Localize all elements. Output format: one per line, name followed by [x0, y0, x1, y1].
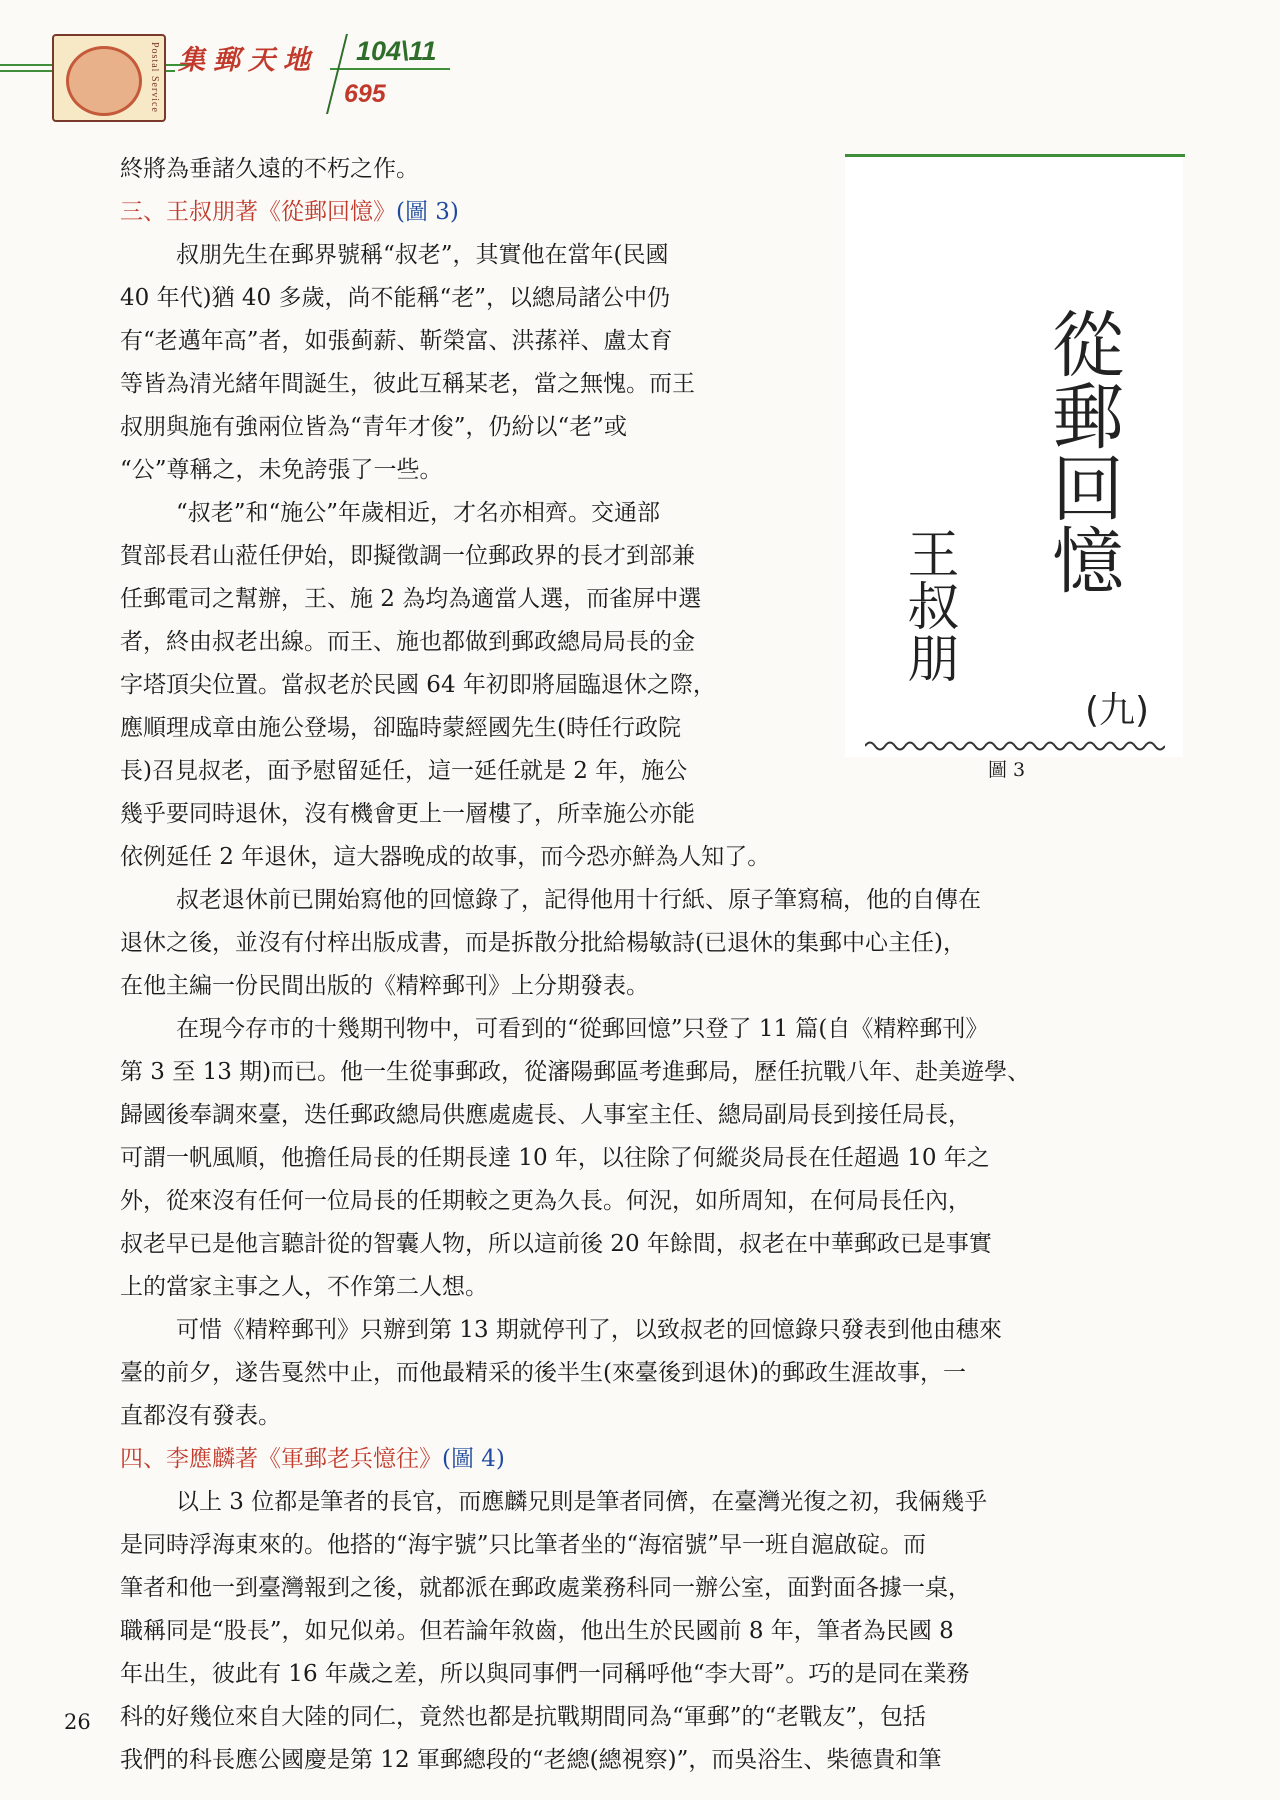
logo-text: Postal Service: [149, 42, 160, 113]
text-line: 在他主編一份民間出版的《精粹郵刊》上分期發表。: [120, 973, 649, 999]
text-line: 終將為垂諸久遠的不朽之作。: [120, 156, 419, 182]
text-line: 我們的科長應公國慶是第 12 軍郵總段的“老總(總視察)”，而吳浴生、柴德貴和筆: [120, 1747, 942, 1773]
text-line: 歸國後奉調來臺，迭任郵政總局供應處處長、人事室主任、總局副局長到接任局長，: [120, 1102, 971, 1128]
text-line: 賀部長君山蒞任伊始，即擬徵調一位郵政界的長才到部兼: [120, 543, 695, 569]
text-line: 者，終由叔老出線。而王、施也都做到郵政總局局長的金: [120, 629, 695, 655]
manuscript-image: [845, 157, 1183, 757]
text-line: 是同時浮海東來的。他搭的“海宇號”只比筆者坐的“海宿號”早一班自滬啟碇。而: [120, 1532, 927, 1558]
calligraphy-author: 王叔朋: [898, 527, 958, 683]
text-line: 退休之後，並沒有付梓出版成書，而是拆散分批給楊敏詩(已退休的集郵中心主任)，: [120, 930, 966, 956]
text-line: 叔朋與施有強兩位皆為“青年才俊”，仍紛以“老”或: [120, 414, 628, 440]
header-rule: [330, 68, 450, 70]
text-line: 可惜《精粹郵刊》只辦到第 13 期就停刊了，以致叔老的回憶錄只發表到他由穗來: [176, 1317, 1002, 1343]
text-line: “叔老”和“施公”年歲相近，才名亦相齊。交通部: [176, 500, 661, 526]
text-line: 在現今存市的十幾期刊物中，可看到的“從郵回憶”只登了 11 篇(自《精粹郵刊》: [176, 1016, 989, 1042]
figure-3: [845, 150, 1185, 760]
magazine-logo: [52, 34, 166, 122]
text-line: 叔老早已是他言聽計從的智囊人物，所以這前後 20 年餘間，叔老在中華郵政已是事實: [120, 1231, 992, 1257]
text-line: 科的好幾位來自大陸的同仁，竟然也都是抗戰期間同為“軍郵”的“老戰友”，包括: [120, 1704, 927, 1730]
text-line: 幾乎要同時退休，沒有機會更上一層樓了，所幸施公亦能: [120, 801, 695, 827]
page-number: 26: [64, 1710, 91, 1734]
magazine-name: 集郵天地: [178, 45, 318, 76]
figure-reference: (圖 3): [396, 199, 459, 225]
figure-caption: 圖 3: [988, 759, 1026, 781]
text-line: 依例延任 2 年退休，這大器晚成的故事，而今恐亦鮮為人知了。: [120, 844, 771, 870]
issue-number: 104\11: [356, 36, 437, 66]
text-line: 叔老退休前已開始寫他的回憶錄了，記得他用十行紙、原子筆寫稿，他的自傳在: [176, 887, 981, 913]
page-header: [0, 0, 1280, 140]
calligraphy-title: 從郵回憶: [1040, 307, 1124, 595]
page-code: 695: [344, 80, 386, 108]
text-line: 以上 3 位都是筆者的長官，而應麟兄則是筆者同儕，在臺灣光復之初，我倆幾乎: [176, 1489, 988, 1515]
section-heading: [120, 191, 459, 234]
calligraphy-part-number: (九): [1085, 690, 1150, 731]
heading-text: 四、李應麟著《軍郵老兵憶往》: [120, 1446, 442, 1472]
heading-text: 三、王叔朋著《從郵回憶》: [120, 199, 396, 225]
text-line: 字塔頂尖位置。當叔老於民國 64 年初即將屆臨退休之際，: [120, 672, 716, 698]
text-line: 可謂一帆風順，他擔任局長的任期長達 10 年，以往除了何縱炎局長在任超過 10 年之: [120, 1145, 990, 1171]
text-line: “公”尊稱之，未免誇張了一些。: [120, 457, 443, 483]
text-line: 應順理成章由施公登場，卻臨時蒙經國先生(時任行政院: [120, 715, 681, 741]
text-line: 叔朋先生在郵界號稱“叔老”，其實他在當年(民國: [176, 242, 669, 268]
wavy-border-icon: [865, 739, 1165, 753]
text-line: 直都沒有發表。: [120, 1403, 281, 1429]
text-line: 任郵電司之幫辦，王、施 2 為均為適當人選，而雀屏中選: [120, 586, 702, 612]
text-line: 外，從來沒有任何一位局長的任期較之更為久長。何況，如所周知，在何局長任內，: [120, 1188, 971, 1214]
text-line: 年出生，彼此有 16 年歲之差，所以與同事們一同稱呼他“李大哥”。巧的是同在業務: [120, 1661, 970, 1687]
text-line: 有“老邁年高”者，如張蓟薪、靳榮富、洪蓀祥、盧太育: [120, 328, 673, 354]
text-line: 上的當家主事之人，不作第二人想。: [120, 1274, 488, 1300]
text-line: 長)召見叔老，面予慰留延任，這一延任就是 2 年，施公: [120, 758, 688, 784]
figure-reference: (圖 4): [442, 1446, 505, 1472]
section-heading: [120, 1438, 505, 1481]
text-line: 40 年代)猶 40 多歲，尚不能稱“老”，以總局諸公中仍: [120, 285, 670, 311]
text-line: 第 3 至 13 期)而已。他一生從事郵政，從瀋陽郵區考進郵局，歷任抗戰八年、赴美遊學、: [120, 1059, 1031, 1085]
text-line: 臺的前夕，遂告戛然中止，而他最精采的後半生(來臺後到退休)的郵政生涯故事，一: [120, 1360, 966, 1386]
text-line: 筆者和他一到臺灣報到之後，就都派在郵政處業務科同一辦公室，面對面各據一桌，: [120, 1575, 971, 1601]
logo-emblem-icon: [66, 46, 142, 116]
text-line: 等皆為清光緒年間誕生，彼此互稱某老，當之無愧。而王: [120, 371, 695, 397]
text-line: 職稱同是“股長”，如兄似弟。但若論年敘齒，他出生於民國前 8 年，筆者為民國 8: [120, 1618, 954, 1644]
